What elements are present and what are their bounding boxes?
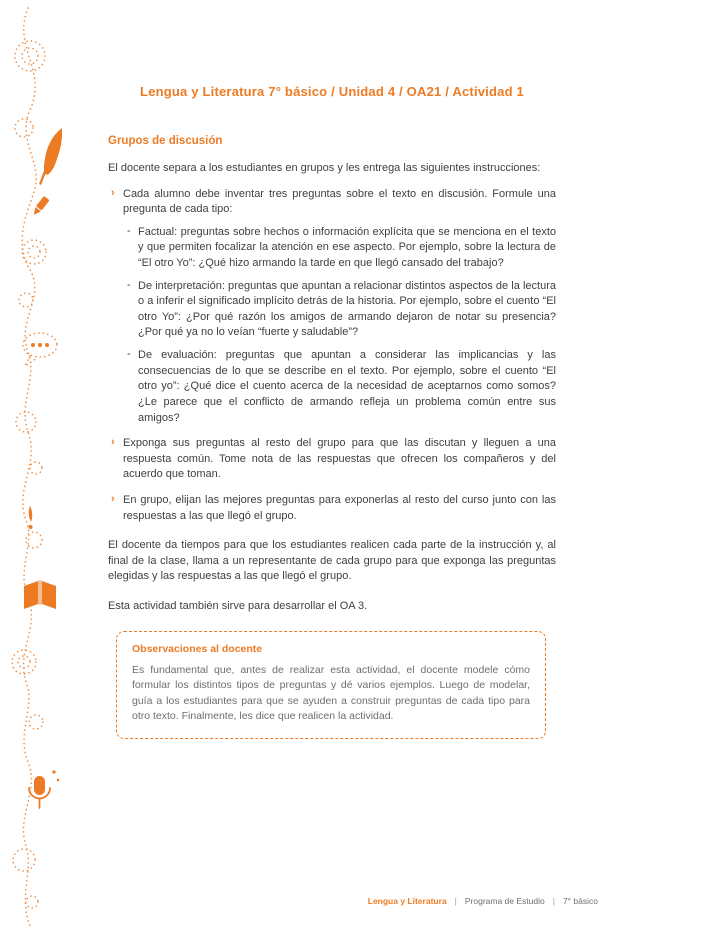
- section-heading: Grupos de discusión: [108, 135, 223, 147]
- sub-bullet-text: De interpretación: preguntas que apuntan a relacionar distintos aspectos de la lectura o a inferir el significado implícito detrás de la historia. Por ejemplo, sobre el cuento “El otro Yo”: ¿Por qué razón los amigos de armando dejaron de notar su presencia? ¿Por qué ya no lo veían “fuerte y saludable”?: [138, 279, 556, 339]
- sub-list-item: [125, 225, 556, 272]
- list-item: [108, 187, 556, 218]
- microphone-icon: [29, 770, 59, 808]
- sub-list-item: [125, 348, 556, 426]
- pencil-icon: [31, 196, 49, 217]
- page-footer: [0, 896, 598, 906]
- dash-marker: -: [127, 278, 131, 291]
- bullet-marker: ›: [111, 186, 115, 199]
- note-box-body: Es fundamental que, antes de realizar esta actividad, el docente modele cómo formular los distintos tipos de preguntas y dé varios ejemplos. Luego de modelar, guía a los estudiantes para que se ayuden a construir preguntas de cada tipo para otro texto. Finalmente, les dice que realicen la actividad.: [132, 663, 530, 723]
- teacher-note-box: [116, 631, 546, 739]
- book-icon: [24, 580, 56, 609]
- exclamation-icon: [29, 506, 33, 529]
- margin-doodles: [0, 0, 90, 932]
- sub-bullet-text: De evaluación: preguntas que apuntan a considerar las implicancias y las consecuencias de lo que se describe en el texto. Por ejemplo, sobre el cuento “El otro yo”: ¿Qué dice el cuento acerca de la necesidad de aceptarnos como somos? ¿Le parece que el conflicto de armando refleja un problema común entre sus amigos?: [138, 349, 556, 424]
- footer-separator: |: [552, 896, 555, 906]
- dash-marker: -: [127, 224, 131, 237]
- intro-paragraph: El docente separa a los estudiantes en grupos y les entrega las siguientes instrucciones:: [108, 162, 541, 174]
- note-box-title: Observaciones al docente: [132, 642, 263, 655]
- bullet-text: Exponga sus preguntas al resto del grupo para que las discutan y lleguen a una respuesta común. Tome nota de las respuestas que ofrecen los compañeros y del acuerdo que toman.: [123, 437, 556, 481]
- bullet-marker: ›: [111, 492, 115, 505]
- footer-brand: Lengua y Literatura: [367, 896, 447, 906]
- footer-grade: 7° básico: [562, 896, 598, 906]
- page-content: [108, 0, 556, 739]
- bullet-marker: ›: [111, 436, 115, 449]
- dash-marker: -: [127, 348, 131, 361]
- sub-list-item: [125, 279, 556, 341]
- footer-program: Programa de Estudio: [464, 896, 545, 906]
- sub-bullet-text: Factual: preguntas sobre hechos o información explícita que se menciona en el texto y que permiten focalizar la atención en ese aspecto. Por ejemplo, sobre la lectura de “El otro Yo”: ¿Qué hizo armando la tarde en que llegó cansado del trabajo?: [138, 225, 556, 270]
- speech-bubble-icon: [31, 343, 49, 347]
- closing-paragraph: El docente da tiempos para que los estudiantes realicen cada parte de la instrucción y, al final de la clase, llama a un representante de cada grupo para que exponga las preguntas elegidas y las respuestas a las que llegó el grupo.: [108, 539, 556, 583]
- bullet-text: Cada alumno debe inventar tres preguntas sobre el texto en discusión. Formule una pregunta de cada tipo:: [123, 187, 556, 216]
- footer-separator: |: [454, 896, 457, 906]
- oa-note-paragraph: Esta actividad también sirve para desarrollar el OA 3.: [108, 600, 368, 613]
- quill-icon: [39, 128, 62, 185]
- list-item: [108, 493, 556, 524]
- bullet-text: En grupo, elijan las mejores preguntas para exponerlas al resto del curso junto con las respuestas a las que llegó el grupo.: [123, 493, 556, 522]
- page-title: Lengua y Literatura 7° básico / Unidad 4 / OA21 / Actividad 1: [140, 84, 524, 99]
- list-item: [108, 436, 556, 483]
